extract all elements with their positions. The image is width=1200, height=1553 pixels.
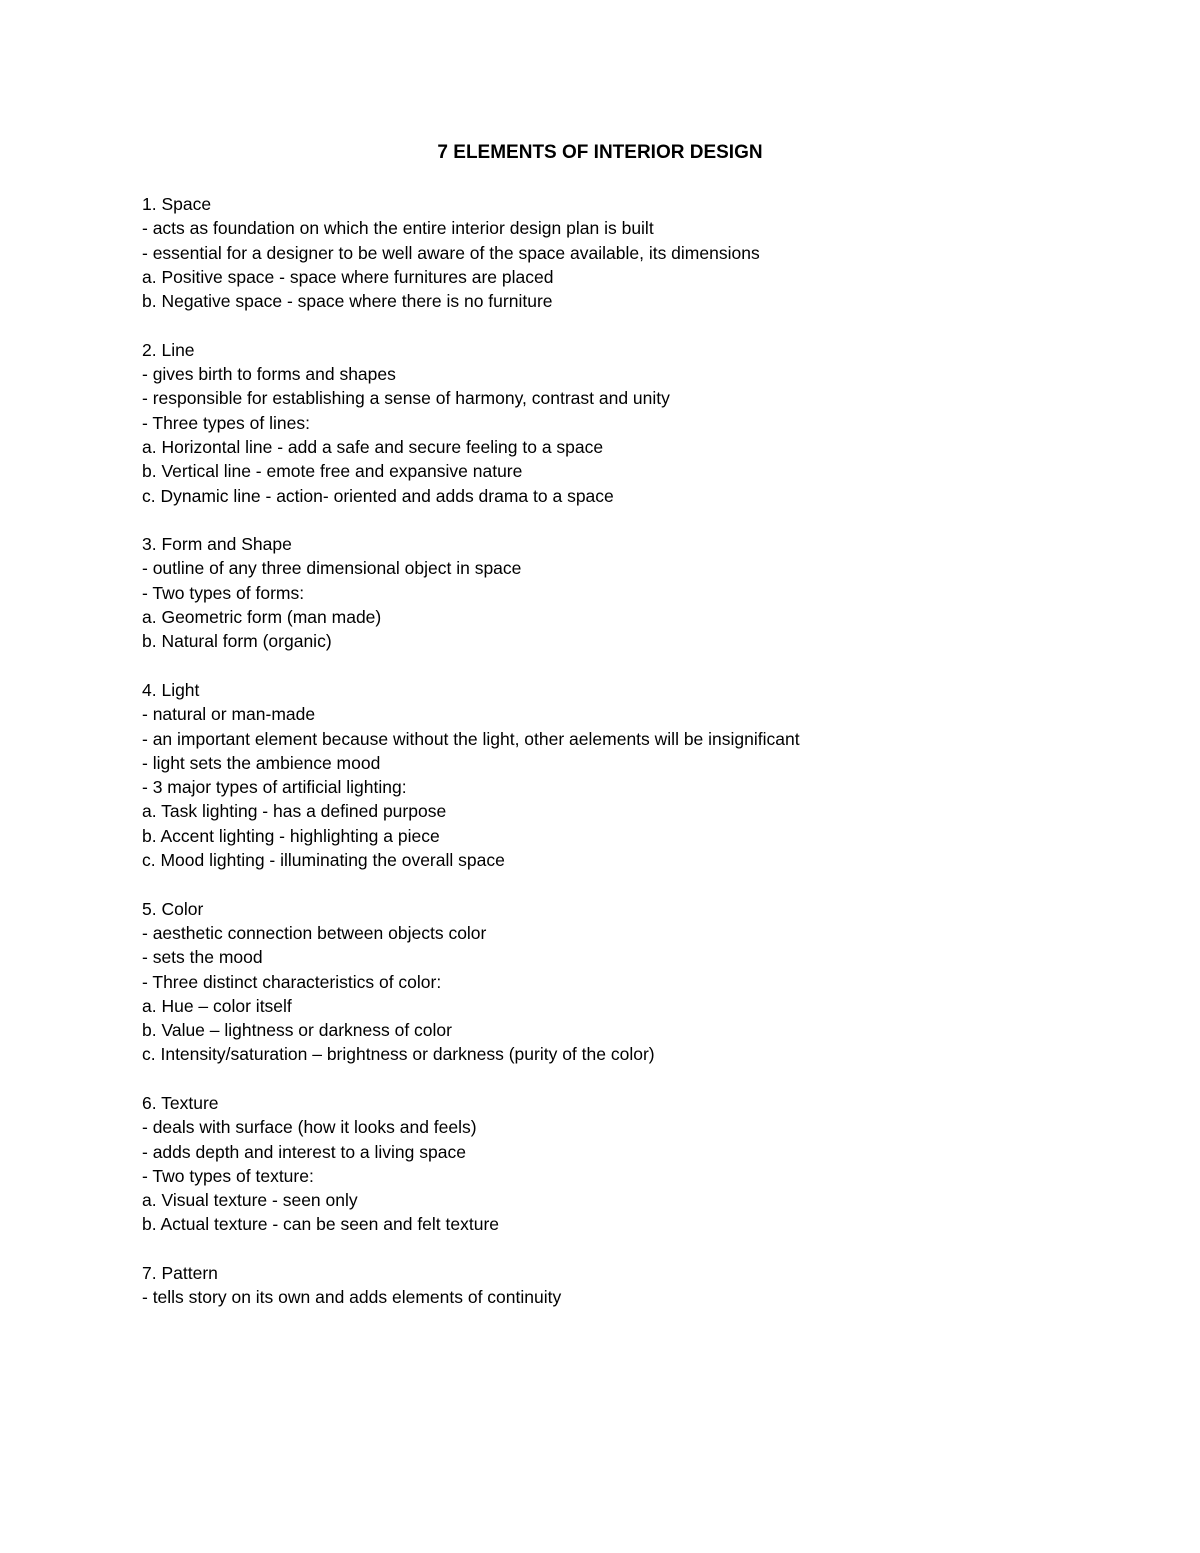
section-line: - responsible for establishing a sense of harmony, contrast and unity [142,388,670,409]
section-line: - 3 major types of artificial lighting: [142,777,407,798]
document-title: 7 ELEMENTS OF INTERIOR DESIGN [437,142,763,163]
section-line: b. Accent lighting - highlighting a piece [142,825,440,846]
section-line: c. Intensity/saturation – brightness or darkness (purity of the color) [142,1044,655,1065]
section-light [142,678,1142,872]
section-line: a. Hue – color itself [142,995,292,1016]
section-line: - light sets the ambience mood [142,752,381,773]
section-line: b. Natural form (organic) [142,631,332,652]
section-heading: 4. Light [142,679,200,700]
section-line: a. Positive space - space where furnitures are placed [142,266,554,287]
section-line: a. Geometric form (man made) [142,607,382,628]
section-line: - Two types of texture: [142,1165,314,1186]
section-line: - Three types of lines: [142,412,310,433]
section-heading: 1. Space [142,194,212,214]
section-space [142,192,1142,313]
section-line: - deals with surface (how it looks and feels) [142,1117,477,1138]
section-color [142,897,1142,1067]
section-line: - outline of any three dimensional object in space [142,558,522,579]
document-body [142,192,1142,1334]
section-line-element [142,338,1142,508]
section-line: - adds depth and interest to a living space [142,1141,466,1162]
section-line: - tells story on its own and adds elements of continuity [142,1287,562,1308]
section-heading: 3. Form and Shape [142,534,292,555]
section-texture [142,1091,1142,1237]
section-line: - an important element because without the light, other aelements will be insignificant [142,728,800,749]
section-line: b. Value – lightness or darkness of color [142,1020,452,1041]
section-pattern [142,1261,1142,1310]
section-line: a. Horizontal line - add a safe and secure feeling to a space [142,436,604,457]
section-line: a. Visual texture - seen only [142,1190,358,1211]
section-line: - acts as foundation on which the entire interior design plan is built [142,218,654,239]
section-line: - essential for a designer to be well aware of the space available, its dimensions [142,242,760,263]
section-heading: 5. Color [142,898,204,919]
section-line: - Two types of forms: [142,582,305,603]
section-heading: 7. Pattern [142,1263,218,1284]
section-line: c. Mood lighting - illuminating the overall space [142,850,505,871]
section-line: - aesthetic connection between objects color [142,922,487,943]
section-line: - sets the mood [142,947,263,968]
section-line: a. Task lighting - has a defined purpose [142,801,447,822]
section-line: b. Negative space - space where there is no furniture [142,291,553,312]
section-line: - natural or man-made [142,704,316,725]
section-line: - gives birth to forms and shapes [142,364,396,385]
section-heading: 2. Line [142,339,195,360]
section-form-and-shape [142,532,1142,653]
section-line: c. Dynamic line - action- oriented and adds drama to a space [142,485,614,506]
section-line: b. Actual texture - can be seen and felt texture [142,1214,500,1235]
section-heading: 6. Texture [142,1092,219,1113]
section-line: b. Vertical line - emote free and expansive nature [142,461,523,482]
section-line: - Three distinct characteristics of color: [142,971,442,992]
